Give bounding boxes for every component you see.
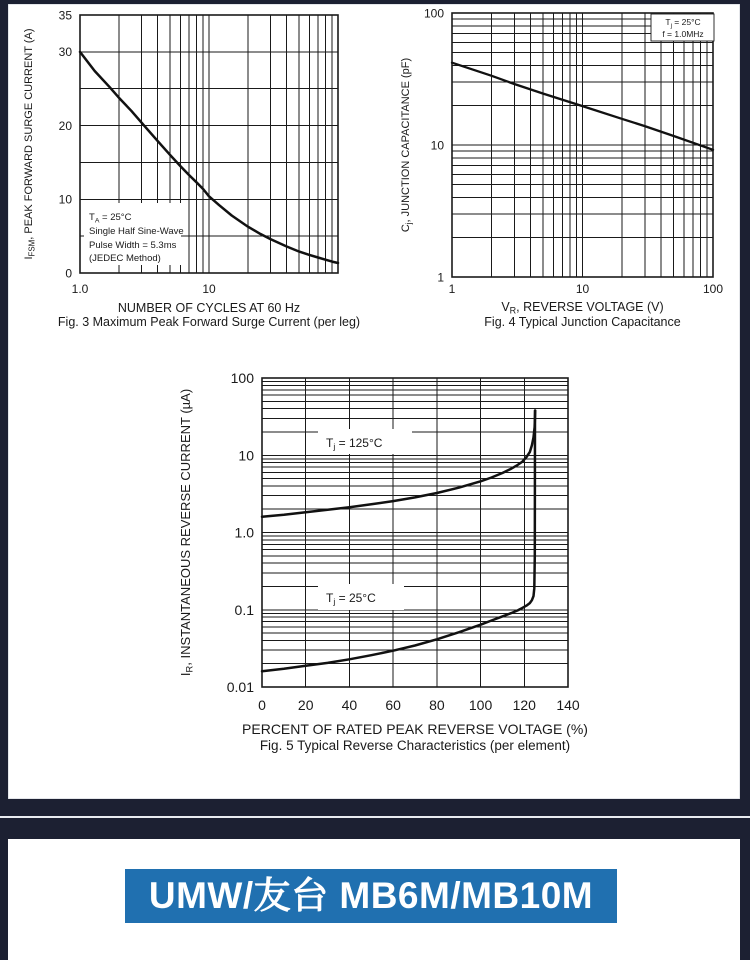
fig5-label-25C — [318, 584, 404, 610]
fig5-svg — [130, 360, 620, 760]
svg-text:Tj = 125°C: $T_j = 125^\circ C$ — [326, 436, 383, 452]
svg-text:100: 100 — [702, 282, 724, 296]
svg-text:0.01: 0.01 — [226, 679, 254, 696]
svg-text:TA = 25°C: $T_A = 25^\circ C$ — [89, 212, 132, 225]
svg-text:Pulse Width = 5.3ms: Pulse Width = 5.3ms — [89, 240, 177, 251]
svg-text:(JEDEC Method): (JEDEC Method) — [89, 253, 161, 264]
svg-text:0: 0 — [258, 697, 266, 713]
svg-text:10: 10 — [238, 447, 254, 464]
svg-text:0.1: 0.1 — [234, 601, 254, 618]
fig5-label-125C — [318, 429, 412, 454]
part-number-banner: UMW/友台 MB6M/MB10M — [125, 869, 617, 923]
fig4-grid — [452, 13, 713, 277]
svg-text:Tj = 25°C: $T_j = 25^\circ C$ — [326, 591, 376, 607]
fig4-legend-conditions — [651, 14, 714, 41]
fig3-svg — [8, 5, 360, 337]
page-separator — [0, 816, 750, 818]
fig5-y-axis-title: IR, INSTANTANEOUS REVERSE CURRENT (µA) — [178, 388, 195, 677]
svg-text:100: 100 — [468, 697, 493, 713]
svg-text:10: 10 — [575, 282, 590, 296]
svg-text:10: 10 — [58, 192, 72, 207]
fig4-x-axis-title: $V_R$, REVERSE VOLTAGE (V) — [501, 300, 664, 316]
chart-fig4 — [360, 5, 742, 337]
svg-text:f = 1.0MHz: f = 1.0MHz — [662, 29, 704, 39]
svg-text:100: 100 — [230, 370, 254, 387]
svg-text:30: 30 — [58, 45, 72, 60]
fig5-tick-labels — [227, 370, 580, 713]
svg-text:100: 100 — [423, 6, 444, 21]
svg-text:1: 1 — [437, 270, 444, 285]
chart-fig3 — [8, 5, 360, 337]
svg-text:1.0: 1.0 — [71, 282, 89, 296]
chart-fig5 — [130, 360, 620, 760]
fig5-x-axis-title: PERCENT OF RATED PEAK REVERSE VOLTAGE (%) — [242, 721, 588, 737]
svg-text:Single Half Sine-Wave: Single Half Sine-Wave — [89, 226, 184, 237]
fig4-caption: Fig. 4 Typical Junction Capacitance — [484, 315, 681, 329]
svg-text:40: 40 — [341, 697, 358, 713]
fig3-test-conditions-note — [84, 203, 184, 265]
fig3-x-axis-title: NUMBER OF CYCLES AT 60 Hz — [117, 301, 301, 315]
fig4-svg — [360, 5, 742, 337]
svg-text:20: 20 — [297, 697, 314, 713]
svg-text:120: 120 — [512, 697, 536, 713]
svg-text:0: 0 — [65, 266, 72, 281]
svg-text:140: 140 — [556, 697, 580, 713]
fig5-grid — [262, 378, 568, 687]
svg-text:1: 1 — [448, 282, 456, 296]
svg-text:Tj = 25°C: $T_j = 25^\circ C$ — [665, 17, 701, 30]
fig5-reverse-current-125C — [262, 411, 535, 517]
fig5-caption: Fig. 5 Typical Reverse Characteristics (per element) — [259, 738, 571, 753]
svg-text:10: 10 — [430, 138, 444, 153]
fig3-caption: Fig. 3 Maximum Peak Forward Surge Current (per leg) — [57, 315, 360, 329]
svg-text:20: 20 — [58, 118, 72, 133]
fig3-y-axis-title: $I_{FSM}$, PEAK FORWARD SURGE CURRENT (A) — [23, 28, 37, 260]
svg-text:10: 10 — [202, 282, 216, 296]
svg-text:60: 60 — [385, 697, 401, 713]
svg-text:80: 80 — [429, 697, 445, 713]
svg-text:35: 35 — [58, 8, 72, 23]
svg-text:1.0: 1.0 — [234, 524, 254, 541]
fig4-y-axis-title: $C_j$, JUNCTION CAPACITANCE (pF) — [400, 57, 414, 233]
